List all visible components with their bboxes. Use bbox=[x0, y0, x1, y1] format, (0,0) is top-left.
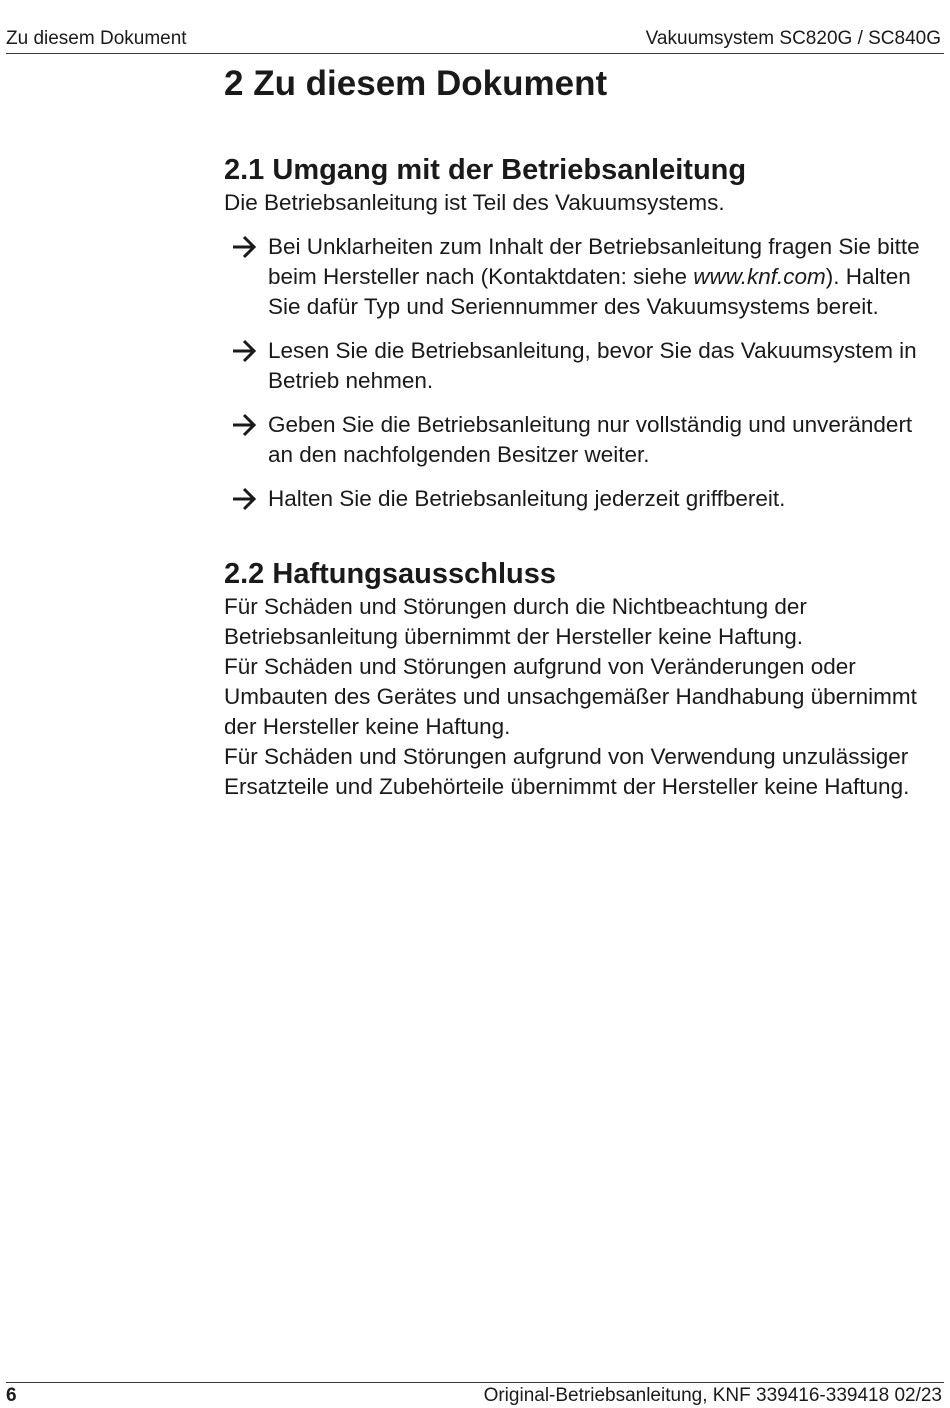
instruction-step bbox=[224, 336, 936, 396]
arrow-right-icon bbox=[232, 413, 258, 437]
arrow-right-icon bbox=[232, 235, 258, 259]
instruction-step bbox=[224, 410, 936, 470]
instruction-step bbox=[224, 232, 936, 322]
page-header bbox=[6, 27, 944, 54]
instruction-text-part: Bei Unklarheiten zum Inhalt der Betriebsanleitung fragen Sie bitte beim Hersteller nach (Kontaktdaten: siehe bbox=[268, 234, 920, 289]
section-intro: Die Betriebsanleitung ist Teil des Vakuumsystems. bbox=[224, 190, 725, 215]
page-footer bbox=[6, 1382, 944, 1408]
instruction-text bbox=[268, 232, 936, 322]
instruction-text: Halten Sie die Betriebsanleitung jederzeit griffbereit. bbox=[268, 486, 786, 511]
header-product-name: Vakuumsystem SC820G / SC840G bbox=[645, 28, 941, 49]
arrow-right-icon bbox=[232, 487, 258, 511]
liability-paragraph: Für Schäden und Störungen durch die Nichtbeachtung der Betriebsanleitung übernimmt der Hersteller keine Haftung. bbox=[224, 594, 807, 649]
section-title-liability: 2.2 Haftungsausschluss bbox=[224, 558, 556, 590]
instruction-text: Geben Sie die Betriebsanleitung nur vollständig und unverändert an den nachfolgenden Besitzer weiter. bbox=[268, 412, 913, 467]
page-number: 6 bbox=[6, 1385, 17, 1406]
instruction-step bbox=[224, 484, 936, 514]
document-reference: Original-Betriebsanleitung, KNF 339416-339418 02/23 bbox=[483, 1385, 942, 1406]
section-title-handling: 2.1 Umgang mit der Betriebsanleitung bbox=[224, 154, 747, 186]
liability-paragraph: Für Schäden und Störungen aufgrund von Veränderungen oder Umbauten des Gerätes und unsachgemäßer Handhabung übernimmt der Hersteller keine Haftung. bbox=[224, 654, 917, 739]
page-content bbox=[224, 62, 936, 802]
header-section-title: Zu diesem Dokument bbox=[6, 28, 187, 49]
instruction-text: Lesen Sie die Betriebsanleitung, bevor Sie das Vakuumsystem in Betrieb nehmen. bbox=[268, 338, 917, 393]
website-link[interactable]: www.knf.com bbox=[693, 264, 826, 289]
instruction-text-part: ). Halten Sie dafür Typ und Seriennummer des Vakuumsystems bereit. bbox=[268, 264, 911, 319]
liability-paragraph: Für Schäden und Störungen aufgrund von Verwendung unzulässiger Ersatzteile und Zubehörteile übernimmt der Hersteller keine Haftung. bbox=[224, 744, 910, 799]
chapter-title: 2 Zu diesem Dokument bbox=[224, 64, 608, 103]
arrow-right-icon bbox=[232, 339, 258, 363]
